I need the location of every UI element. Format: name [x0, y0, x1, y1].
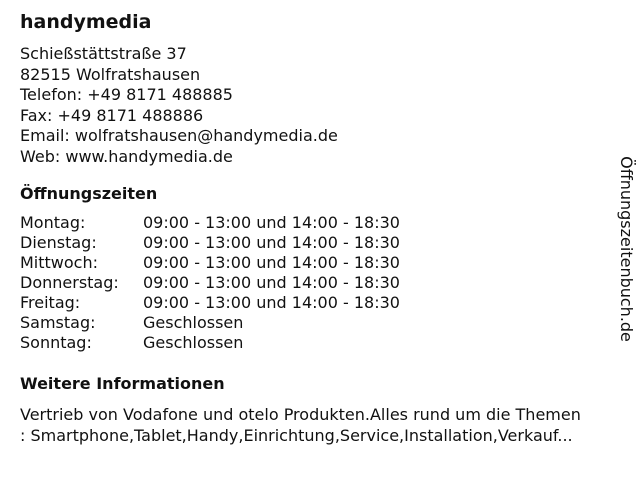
day-label: Samstag: — [20, 313, 96, 332]
day-label: Sonntag: — [20, 333, 92, 352]
hours-row-wednesday — [20, 253, 400, 273]
more-info-heading: Weitere Informationen — [20, 374, 225, 393]
business-name: handymedia — [20, 11, 152, 33]
day-label: Donnerstag: — [20, 273, 119, 292]
hours-row-saturday — [20, 313, 400, 333]
opening-hours-table — [20, 213, 400, 353]
email-address: Email: wolfratshausen@handymedia.de — [20, 126, 338, 145]
opening-hours-heading: Öffnungszeiten — [20, 184, 158, 203]
more-info-text — [20, 404, 630, 446]
hours-row-tuesday — [20, 233, 400, 253]
day-label: Mittwoch: — [20, 253, 98, 272]
hours-row-sunday — [20, 333, 400, 353]
hours-value: 09:00 - 13:00 und 14:00 - 18:30 — [143, 273, 400, 292]
hours-value: 09:00 - 13:00 und 14:00 - 18:30 — [143, 293, 400, 312]
fax-number: Fax: +49 8171 488886 — [20, 105, 204, 125]
hours-value: 09:00 - 13:00 und 14:00 - 18:30 — [143, 253, 400, 272]
postal-city: 82515 Wolfratshausen — [20, 64, 201, 84]
more-info-line: : Smartphone,Tablet,Handy,Einrichtung,Service,Installation,Verkauf... — [20, 426, 573, 445]
side-watermark-text: Öffnungszeitenbuch.de — [617, 156, 636, 342]
contact-block — [20, 44, 338, 167]
hours-value: Geschlossen — [143, 313, 244, 332]
day-label: Montag: — [20, 213, 86, 232]
hours-row-thursday — [20, 273, 400, 293]
hours-value: Geschlossen — [143, 333, 244, 352]
hours-row-monday — [20, 213, 400, 233]
website-address: Web: www.handymedia.de — [20, 146, 233, 166]
day-label: Dienstag: — [20, 233, 97, 252]
hours-row-friday — [20, 293, 400, 313]
phone-number: Telefon: +49 8171 488885 — [20, 85, 233, 104]
hours-value: 09:00 - 13:00 und 14:00 - 18:30 — [143, 233, 400, 252]
more-info-line: Vertrieb von Vodafone und otelo Produkten.Alles rund um die Themen — [20, 405, 581, 424]
day-label: Freitag: — [20, 293, 81, 312]
street-address: Schießstättstraße 37 — [20, 44, 187, 63]
hours-value: 09:00 - 13:00 und 14:00 - 18:30 — [143, 213, 400, 232]
